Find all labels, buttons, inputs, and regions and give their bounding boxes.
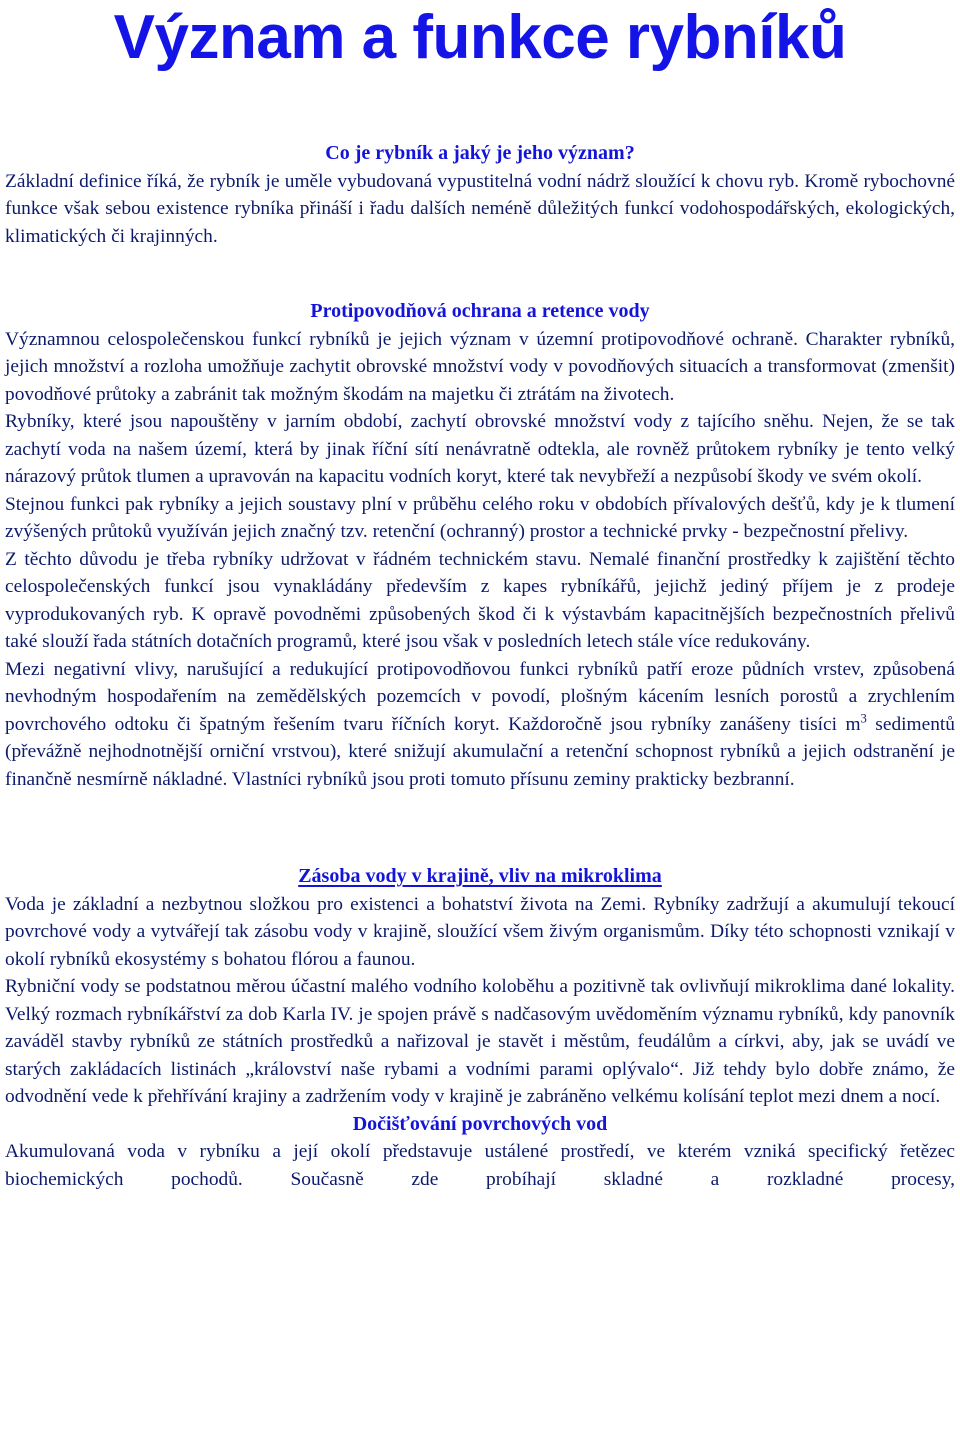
document-title: Význam a funkce rybníků — [113, 3, 847, 72]
paragraph: Z těchto důvodu je třeba rybníky udržovat v řádném technickém stavu. Nemalé finanční prostředky k zajištění těchto celospolečenských funkcí jsou vynakládány především z kapes rybníkářů, jejichž jediný příjem je z prodeje vyprodukovaných ryb. K opravě povodněmi způsobených škod či k výstavbám kapacitnějších bezpečnostních přelivů také slouží řada státních dotačních programů, které jsou však v posledních letech stále více redukovány. — [5, 548, 955, 652]
section-heading: Dočišťování povrchových vod — [352, 1112, 608, 1135]
section-heading: Zásoba vody v krajině, vliv na mikroklima — [298, 865, 662, 887]
paragraph: Rybniční vody se podstatnou měrou účastní malého vodního koloběhu a pozitivně tak ovlivňují mikroklima dané lokality. Velký rozmach rybníkářství za dob Karla IV. je spojen právě s nadčasovým uvědoměním významu rybníků, kdy panovník zaváděl stavby rybníků ze státních prostředků a nařizoval je stavět i městům, feudálům a církvi, aby, jak se uvádí ve starých zakládacích listinách „království naše rybami a vodními parami oplývalo“. Již tehdy bylo dobře známo, že odvodnění vede k přehřívání krajiny a zadržením vody v krajině je zabráněno velkému kolísání teplot mezi dnem a nocí. — [5, 976, 955, 1107]
section-heading: Protipovodňová ochrana a retence vody — [310, 300, 650, 322]
paragraph-text: sedimentů (převážně nejhodnotnější orniční vrstvou), které snižují akumulační a retenční schopnost rybníků a jejich odstranění je finančně nesmírně nákladné. Vlastníci rybníků jsou proti tomuto přísunu zeminy prakticky bezbranní. — [5, 713, 955, 790]
section-flood-protection — [5, 298, 955, 793]
paragraph: Základní definice říká, že rybník je uměle vybudovaná vypustitelná vodní nádrž sloužící k chovu ryb. Kromě rybochovné funkce však sebou existence rybníka přináší i řadu dalších neméně důležitých funkcí vodohospodářských, ekologických, klimatických či krajinných. — [5, 170, 955, 247]
paragraph: Voda je základní a nezbytnou složkou pro existenci a bohatství života na Zemi. Rybníky zadržují a akumulují tekoucí povrchové vody a vytvářejí tak zásobu vody v krajině, sloužící všem živým organismům. Díky této schopnosti vznikají v okolí rybníků ekosystémy s bohatou flórou a faunou. — [5, 893, 955, 970]
spacer — [5, 793, 955, 863]
paragraph-text: Mezi negativní vlivy, narušující a redukující protipovodňovou funkci rybníků patří eroze půdních vrstev, způsobená nevhodným hospodařením na zemědělských pozemcích v povodí, plošným kácením lesních porostů a zrychlením povrchového odtoku či špatným řešením tvaru říčních koryt. Každoročně jsou rybníky zanášeny tisíci m — [5, 658, 955, 735]
paragraph: Významnou celospolečenskou funkcí rybníků je jejich význam v územní protipovodňové ochraně. Charakter rybníků, jejich množství a rozloha umožňuje zachytit obrovské množství vody v povodňových situacích a transformovat (zmenšit) povodňové průtoky a zabránit tak možným škodám na majetku či ztrátám na životech. — [5, 328, 955, 405]
section-water-purification — [5, 1111, 955, 1194]
paragraph: Stejnou funkci pak rybníky a jejich soustavy plní v průběhu celého roku v obdobích přívalových dešťů, kdy je k tlumení zvýšených průtoků využíván jejich značný tzv. retenční (ochranný) prostor a technické prvky - bezpečnostní přelivy. — [5, 493, 955, 542]
section-definition — [5, 140, 955, 250]
paragraph-erosion — [5, 656, 955, 794]
spacer — [5, 86, 955, 140]
section-water-reserve — [5, 863, 955, 1111]
paragraph: Rybníky, které jsou napouštěny v jarním období, zachytí obrovské množství vody z tajícího sněhu. Nejen, že se tak zachytí voda na našem území, která by jinak říční sítí nenávratně odtekla, ale rovněž průtokem rybníky je tento velký nárazový průtok tlumen a upravován na kapacitu vodních koryt, které tak nevybřeží a nezpůsobí škody ve svém okolí. — [5, 411, 955, 487]
superscript: 3 — [860, 711, 867, 726]
paragraph: Akumulovaná voda v rybníku a její okolí představuje ustálené prostředí, ve kterém vzniká specifický řetězec biochemických pochodů. Současně zde probíhají skladné a rozkladné procesy, — [5, 1141, 955, 1190]
spacer — [5, 250, 955, 298]
section-heading: Co je rybník a jaký je jeho význam? — [325, 142, 635, 164]
